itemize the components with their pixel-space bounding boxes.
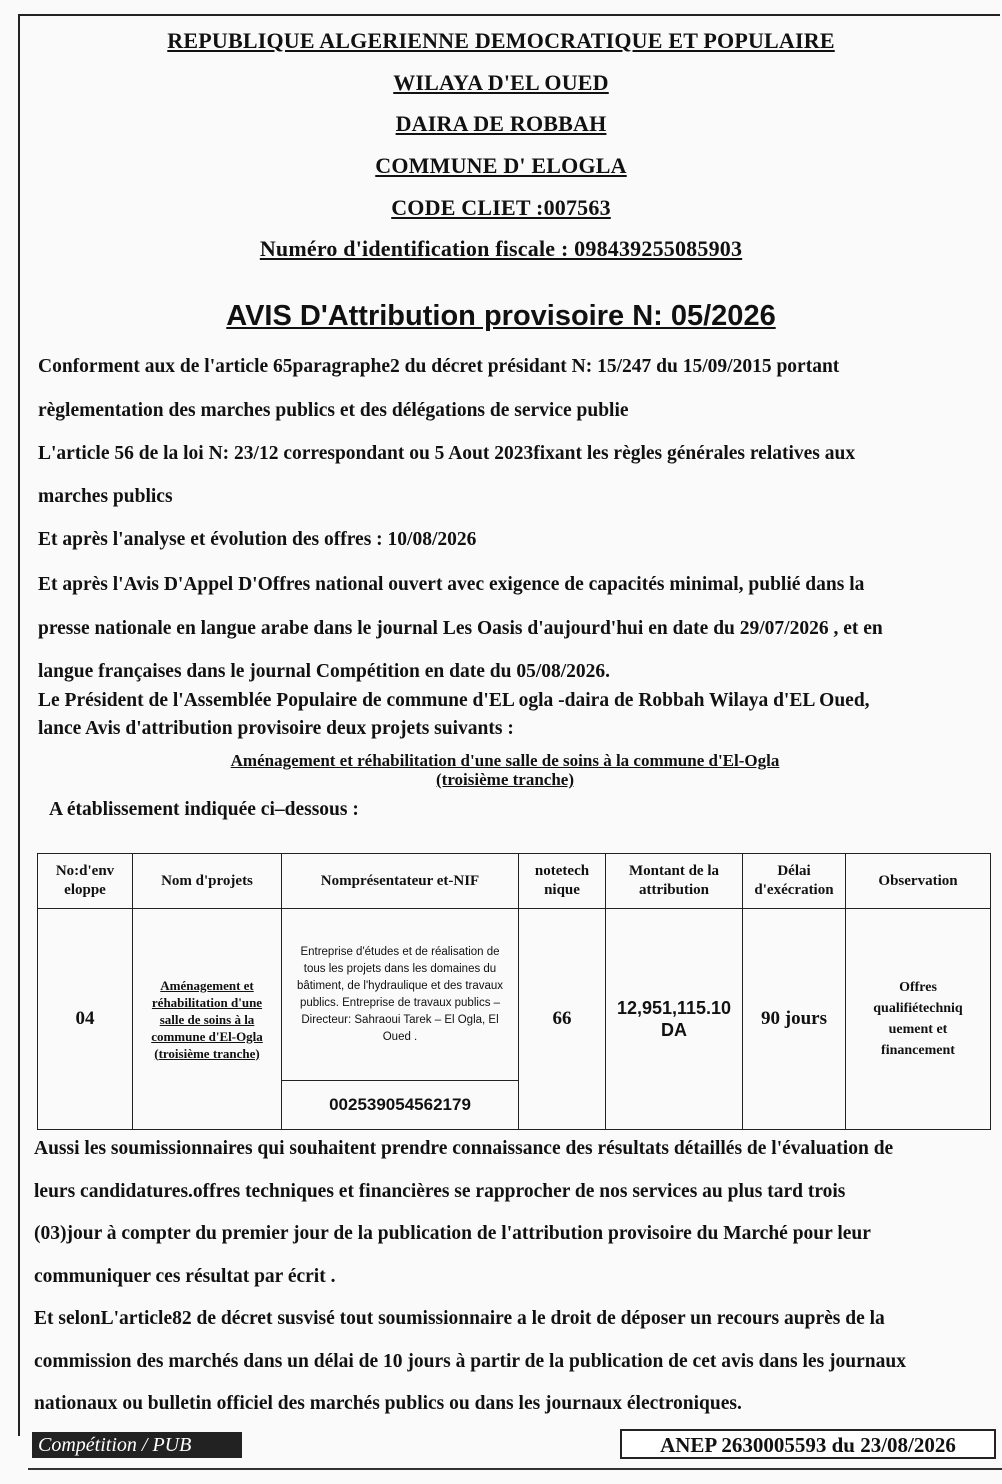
closing-paragraph: Aussi les soumissionnaires qui souhaitent prendre connaissance des résultats détaillés de l'évaluation de (34, 1138, 894, 1159)
header-daira: DAIRA DE ROBBAH (395, 111, 607, 136)
project-tranche: (troisième tranche) (436, 770, 574, 789)
cell-envelope: 04 (38, 909, 133, 1130)
table-row (38, 909, 991, 1081)
cell-observation: Offres qualifiétechniq uement et financement (846, 909, 991, 1130)
header-wilaya: WILAYA D'EL OUED (393, 70, 609, 95)
body-paragraph: presse nationale en langue arabe dans le journal Les Oasis d'aujourd'hui en date du 29/07/2026 , et en (38, 618, 883, 639)
closing-paragraph: leurs candidatures.offres techniques et financières se rapprocher de nos services au plus tard trois (34, 1181, 846, 1202)
cell-project: Aménagement et réhabilitation d'une salle de soins à la commune d'El-Ogla (troisième tranche) (133, 909, 282, 1130)
body-paragraph: marches publics (38, 486, 173, 507)
cell-note: 66 (519, 909, 606, 1130)
closing-paragraph: (03)jour à compter du premier jour de la publication de l'attribution provisoire du Marché pour leur (34, 1223, 871, 1244)
header-republic: REPUBLIQUE ALGERIENNE DEMOCRATIQUE ET POPULAIRE (167, 28, 835, 53)
body-paragraph: Et après l'analyse et évolution des offres : 10/08/2026 (38, 529, 477, 550)
cell-delay: 90 jours (743, 909, 846, 1130)
header-nif: Numéro d'identification fiscale : 098439255085903 (259, 236, 743, 261)
project-title: Aménagement et réhabilitation d'une salle de soins à la commune d'El-Ogla (230, 751, 780, 770)
bottom-divider (28, 1468, 1002, 1470)
header-client-code: CODE CLIET :007563 (391, 195, 611, 220)
header-commune: COMMUNE D' ELOGLA (375, 153, 627, 178)
body-paragraph: règlementation des marches publics et des délégations de service publie (38, 400, 629, 421)
body-paragraph: lance Avis d'attribution provisoire deux projets suivants : (38, 718, 514, 739)
col-header-envelope: No:d'env eloppe (38, 854, 133, 909)
anep-reference: ANEP 2630005593 du 23/08/2026 (620, 1429, 996, 1459)
closing-paragraph: commission des marchés dans un délai de 10 jours à partir de la publication de cet avis dans les journaux (34, 1351, 906, 1372)
publication-label: Compétition / PUB (32, 1432, 242, 1458)
cell-representative: Entreprise d'études et de réalisation de tous les projets dans les domaines du bâtiment, de l'hydraulique et des travaux publics. Entreprise de travaux publics – Directeur: Sahraoui Tarek – El Ogla, El Oued . (282, 909, 519, 1081)
col-header-project: Nom d'projets (133, 854, 282, 909)
body-paragraph: A établissement indiquée ci–dessous : (49, 799, 359, 820)
col-header-amount: Montant de la attribution (606, 854, 743, 909)
col-header-representative: Nomprésentateur et-NIF (282, 854, 519, 909)
attribution-table (37, 853, 991, 1130)
closing-paragraph: communiquer ces résultat par écrit . (34, 1266, 336, 1287)
notice-title: AVIS D'Attribution provisoire N: 05/2026 (226, 300, 776, 332)
cell-amount: 12,951,115.10 DA (606, 909, 743, 1130)
body-paragraph: Conforment aux de l'article 65paragraphe2 du décret présidant N: 15/247 du 15/09/2015 portant (38, 356, 840, 377)
col-header-observation: Observation (846, 854, 991, 909)
body-paragraph: L'article 56 de la loi N: 23/12 correspondant ou 5 Aout 2023fixant les règles générales relatives aux (38, 443, 856, 464)
col-header-delay: Délai d'exécration (743, 854, 846, 909)
col-header-note: notetech nique (519, 854, 606, 909)
closing-paragraph: Et selonL'article82 de décret susvisé tout soumissionnaire a le droit de déposer un recours auprès de la (34, 1308, 885, 1329)
body-paragraph: Le Président de l'Assemblée Populaire de commune d'EL ogla -daira de Robbah Wilaya d'EL Oued, (38, 690, 870, 711)
cell-nif: 002539054562179 (282, 1081, 519, 1130)
closing-paragraph: nationaux ou bulletin officiel des marchés publics ou dans les journaux électroniques. (34, 1393, 742, 1414)
body-paragraph: langue françaises dans le journal Compétition en date du 05/08/2026. (38, 661, 611, 682)
table-header-row (38, 854, 991, 909)
body-paragraph: Et après l'Avis D'Appel D'Offres national ouvert avec exigence de capacités minimal, publié dans la (38, 574, 865, 595)
